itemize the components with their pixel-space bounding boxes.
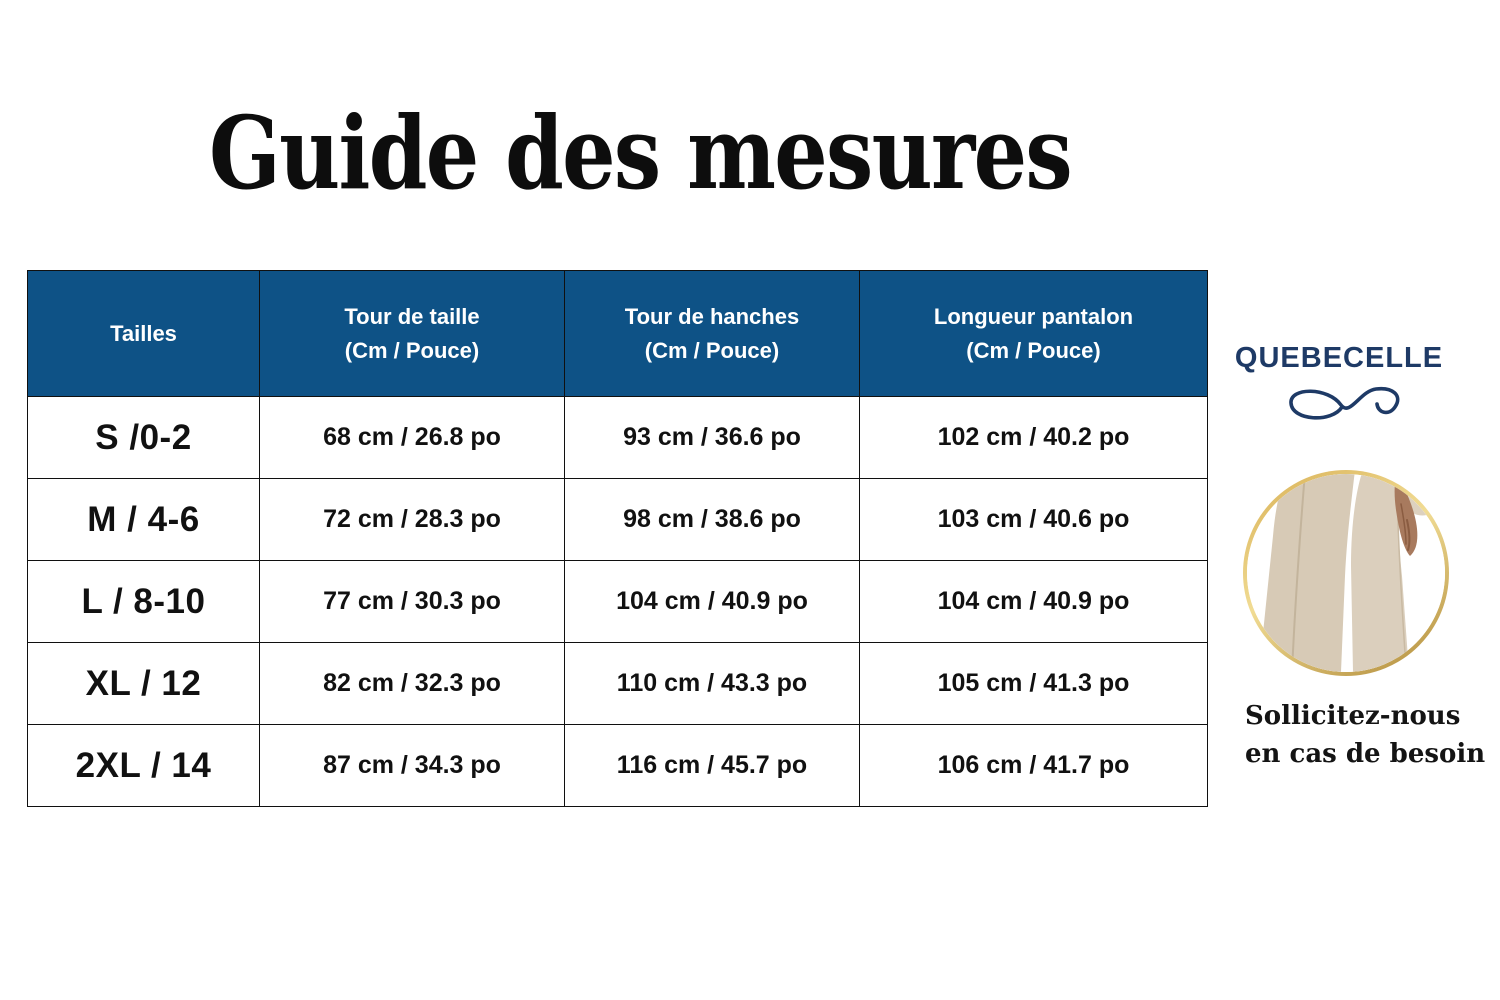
waist-cell: 68 cm / 26.8 po: [260, 397, 565, 479]
size-table-body: [28, 397, 1208, 807]
hips-cell: 116 cm / 45.7 po: [565, 725, 860, 807]
table-row-m: [28, 479, 1208, 561]
length-cell: 104 cm / 40.9 po: [860, 561, 1208, 643]
product-photo-ring: [1243, 470, 1449, 676]
waist-cell: 77 cm / 30.3 po: [260, 561, 565, 643]
table-row-xl: [28, 643, 1208, 725]
hips-cell: 110 cm / 43.3 po: [565, 643, 860, 725]
help-text-line1: Sollicitez-nous: [1245, 701, 1461, 731]
page-title: Guide des mesures: [209, 94, 1071, 212]
help-text-line2: en cas de besoin: [1245, 739, 1486, 769]
length-cell: 102 cm / 40.2 po: [860, 397, 1208, 479]
table-row-l: [28, 561, 1208, 643]
hips-cell: 104 cm / 40.9 po: [565, 561, 860, 643]
hips-cell: 93 cm / 36.6 po: [565, 397, 860, 479]
brand-logo-text: QUEBECELLE: [1234, 342, 1444, 374]
column-header-tour-de-taille: [260, 271, 565, 397]
column-header-tailles: [28, 271, 260, 397]
column-unit: (Cm / Pouce): [966, 337, 1101, 363]
infinity-swirl-icon: [1284, 383, 1410, 427]
waist-cell: 72 cm / 28.3 po: [260, 479, 565, 561]
size-table: [27, 270, 1208, 807]
length-cell: 105 cm / 41.3 po: [860, 643, 1208, 725]
header-row: [28, 271, 1208, 397]
waist-cell: 82 cm / 32.3 po: [260, 643, 565, 725]
column-label: Longueur pantalon: [933, 303, 1134, 329]
size-table-header: [28, 271, 1208, 397]
size-cell: L / 8-10: [28, 561, 260, 643]
length-cell: 103 cm / 40.6 po: [860, 479, 1208, 561]
table-row-2xl: [28, 725, 1208, 807]
size-cell: M / 4-6: [28, 479, 260, 561]
size-cell: 2XL / 14: [28, 725, 260, 807]
column-label: Tailles: [110, 320, 177, 346]
column-unit: (Cm / Pouce): [344, 337, 480, 363]
product-photo: [1247, 474, 1445, 672]
column-header-tour-de-hanches: [565, 271, 860, 397]
size-cell: XL / 12: [28, 643, 260, 725]
size-cell: S /0-2: [28, 397, 260, 479]
hips-cell: 98 cm / 38.6 po: [565, 479, 860, 561]
column-header-longueur-pantalon: [860, 271, 1208, 397]
column-unit: (Cm / Pouce): [644, 337, 780, 363]
help-text: [1245, 697, 1485, 773]
column-label: Tour de taille: [344, 303, 480, 329]
column-label: Tour de hanches: [624, 303, 800, 329]
length-cell: 106 cm / 41.7 po: [860, 725, 1208, 807]
table-row-s: [28, 397, 1208, 479]
waist-cell: 87 cm / 34.3 po: [260, 725, 565, 807]
